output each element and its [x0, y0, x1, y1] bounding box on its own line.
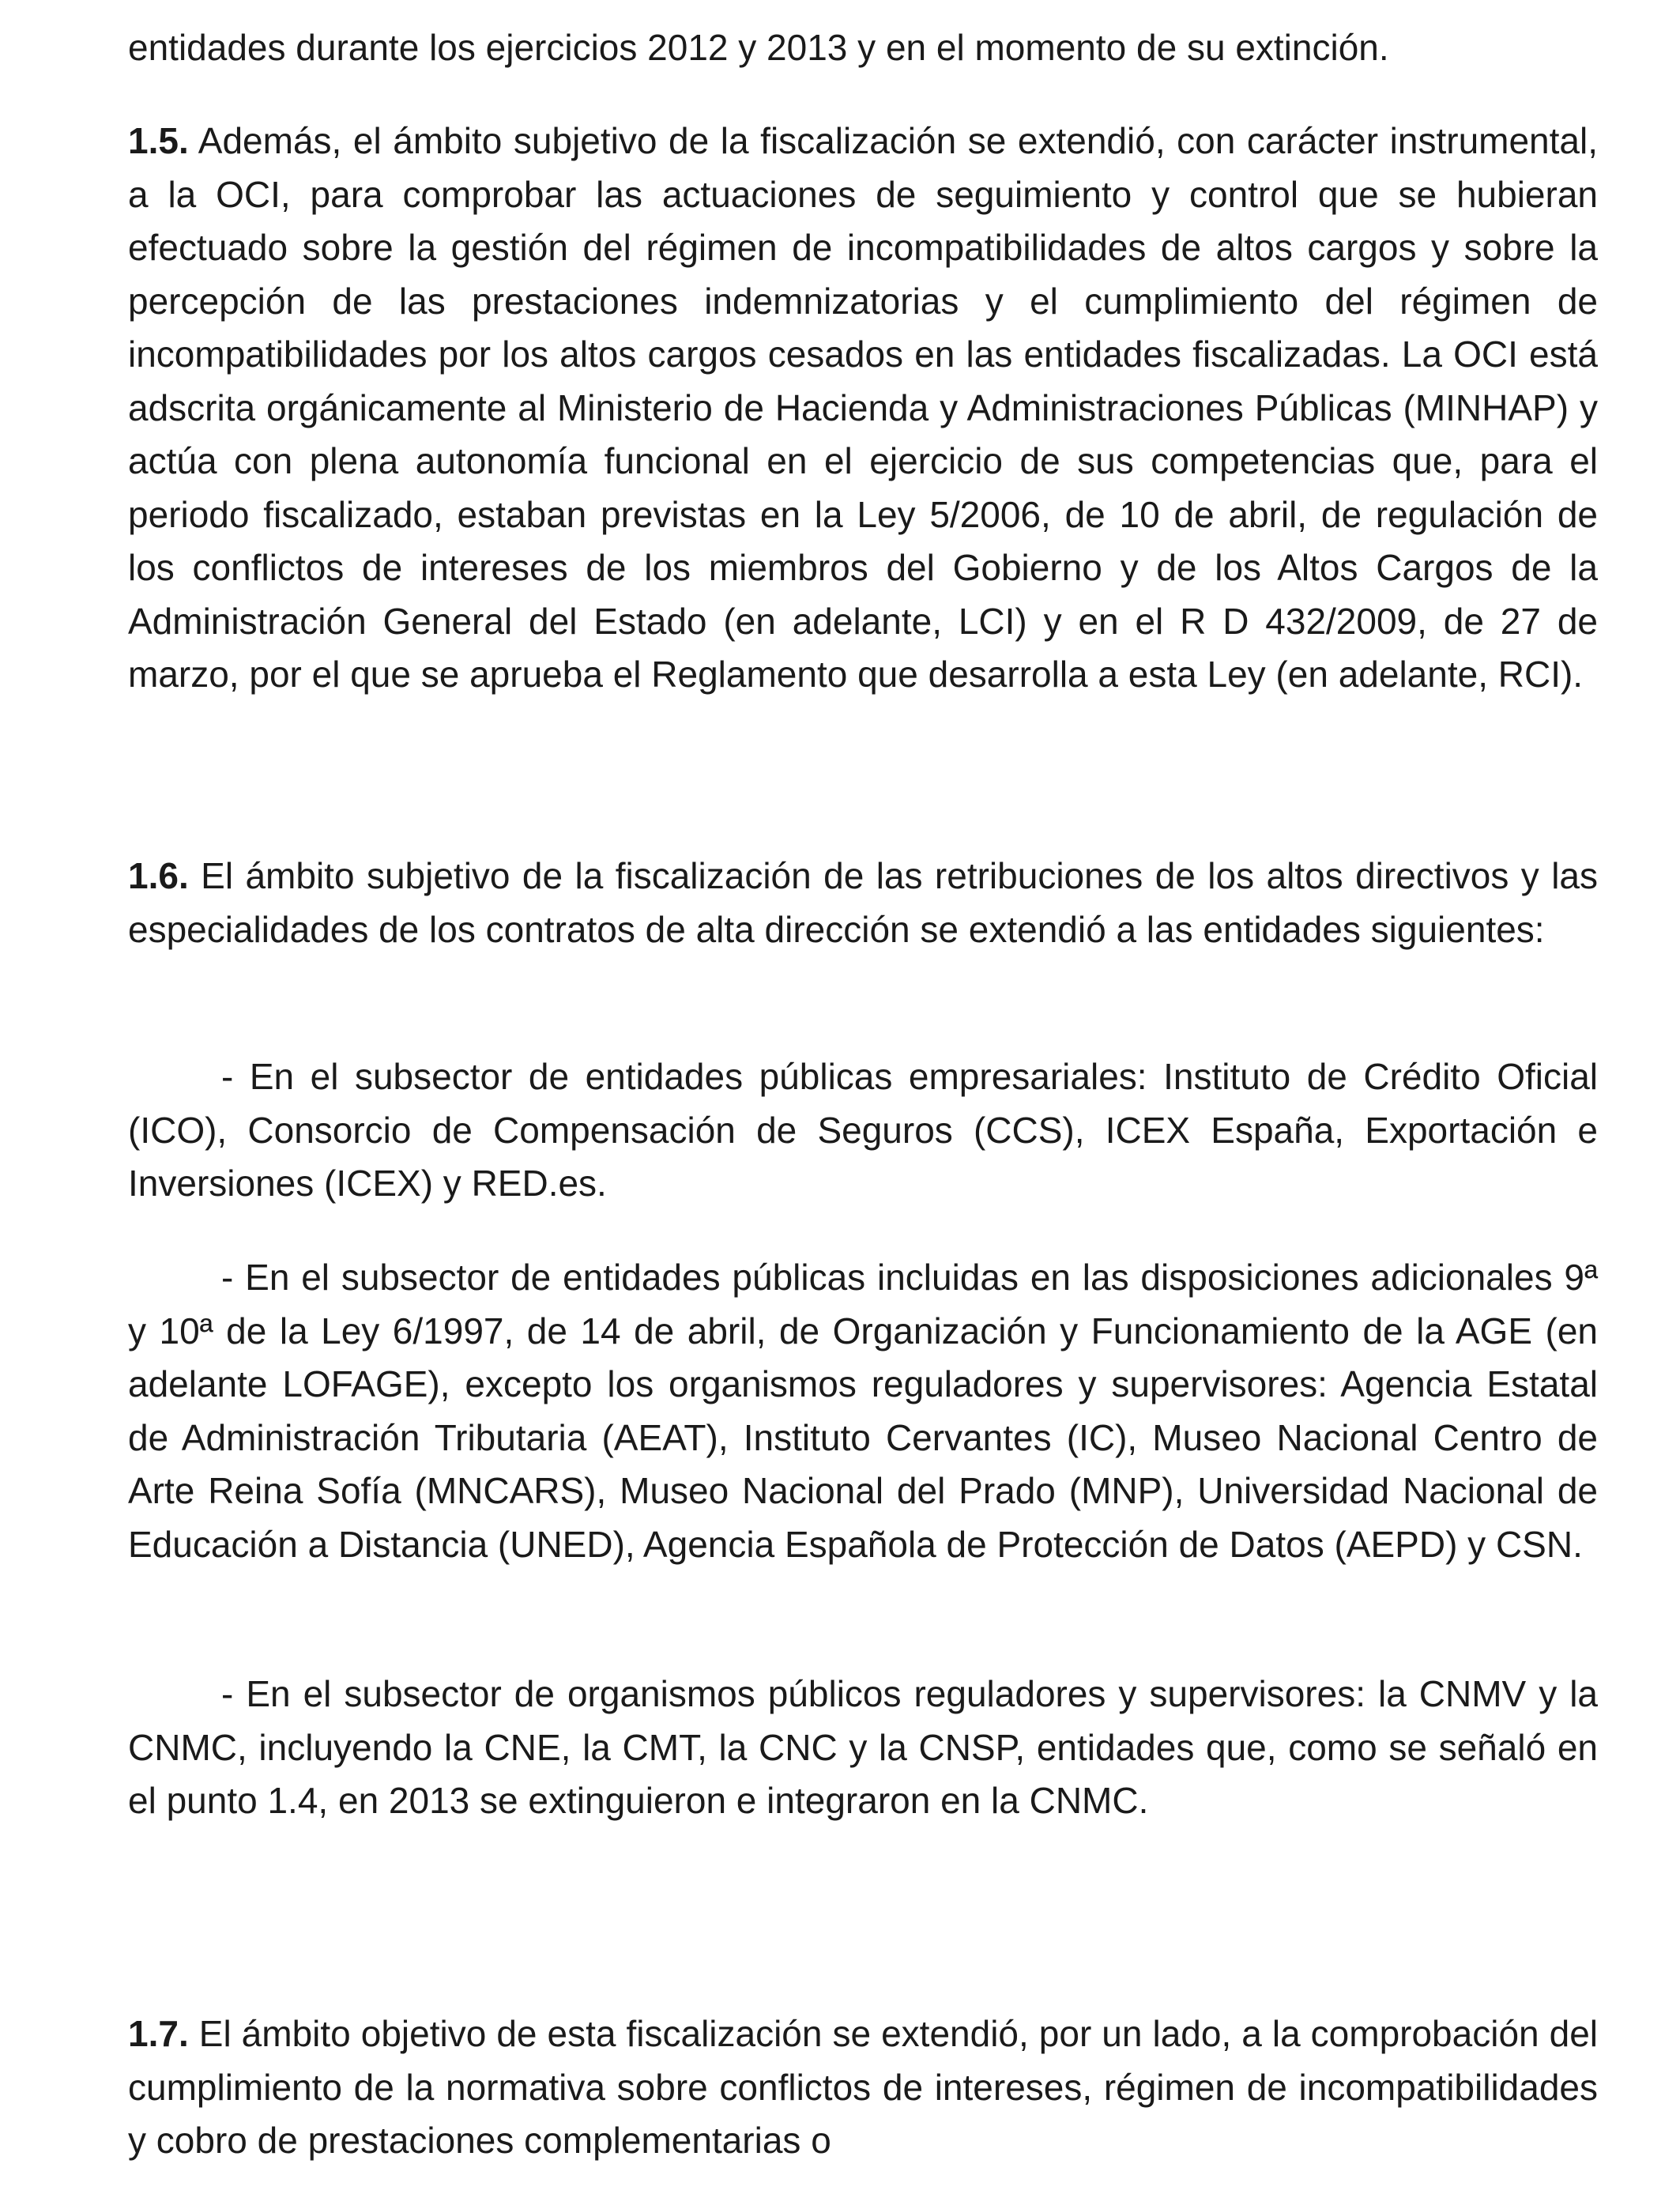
paragraph-text: El ámbito objetivo de esta fiscalización se extendió, por un lado, a la comprobación del cumplimiento de la normativa sobre conflictos de intereses, régimen de incompatibilidades y cobro de prestaciones complementarias o — [128, 2013, 1599, 2161]
list-item-text: - En el subsector de organismos públicos reguladores y supervisores: la CNMV y la CNMC, incluyendo la CNE, la CMT, la CNC y la CNSP, entidades que, como se señaló en el punto 1.4, en 2013 se extinguieron e integraron en la CNMC. — [128, 1673, 1598, 1821]
list-item-lofage-entities — [128, 1251, 1598, 1571]
paragraph-number: 1.6. — [128, 855, 189, 896]
paragraph-number: 1.5. — [128, 120, 189, 161]
paragraph-number: 1.7. — [128, 2013, 189, 2054]
paragraph-text: El ámbito subjetivo de la fiscalización de las retribuciones de los altos directivos y las especialidades de los contratos de alta dirección se extendió a las entidades siguientes: — [128, 855, 1599, 950]
paragraph-1-6 — [128, 850, 1598, 956]
list-item-text: - En el subsector de entidades públicas incluidas en las disposiciones adicionales 9ª y 10ª de la Ley 6/1997, de 14 de abril, de Organización y Funcionamiento de la AGE (en adelante LOFAGE), excepto los organismos reguladores y supervisores: Agencia Estatal de Administración Tributaria (AEAT), Instituto Cervantes (IC), Museo Nacional Centro de Arte Reina Sofía (MNCARS), Museo Nacional del Prado (MNP), Universidad Nacional de Educación a Distancia (UNED), Agencia Española de Protección de Datos (AEPD) y CSN. — [128, 1257, 1598, 1565]
list-item-regulatory-bodies — [128, 1668, 1598, 1828]
list-item-text: - En el subsector de entidades públicas empresariales: Instituto de Crédito Oficial (ICO), Consorcio de Compensación de Seguros (CCS), ICEX España, Exportación e Inversiones (ICEX) y RED.es. — [128, 1056, 1598, 1204]
paragraph-1-7 — [128, 2007, 1598, 2168]
paragraph-text: entidades durante los ejercicios 2012 y 2013 y en el momento de su extinción. — [128, 27, 1389, 68]
paragraph-continuation — [128, 21, 1598, 75]
document-page — [128, 0, 1598, 2194]
paragraph-1-5 — [128, 115, 1598, 702]
list-item-public-business-entities — [128, 1050, 1598, 1211]
paragraph-text: Además, el ámbito subjetivo de la fiscalización se extendió, con carácter instrumental, a la OCI, para comprobar las actuaciones de seguimiento y control que se hubieran efectuado sobre la gestión del régimen de incompatibilidades de altos cargos y sobre la percepción de las prestaciones indemnizatorias y el cumplimiento del régimen de incompatibilidades por los altos cargos cesados en las entidades fiscalizadas. La OCI está adscrita orgánicamente al Ministerio de Hacienda y Administraciones Públicas (MINHAP) y actúa con plena autonomía funcional en el ejercicio de sus competencias que, para el periodo fiscalizado, estaban previstas en la Ley 5/2006, de 10 de abril, de regulación de los conflictos de intereses de los miembros del Gobierno y de los Altos Cargos de la Administración General del Estado (en adelante, LCI) y en el R D 432/2009, de 27 de marzo, por el que se aprueba el Reglamento que desarrolla a esta Ley (en adelante, RCI). — [128, 120, 1598, 695]
